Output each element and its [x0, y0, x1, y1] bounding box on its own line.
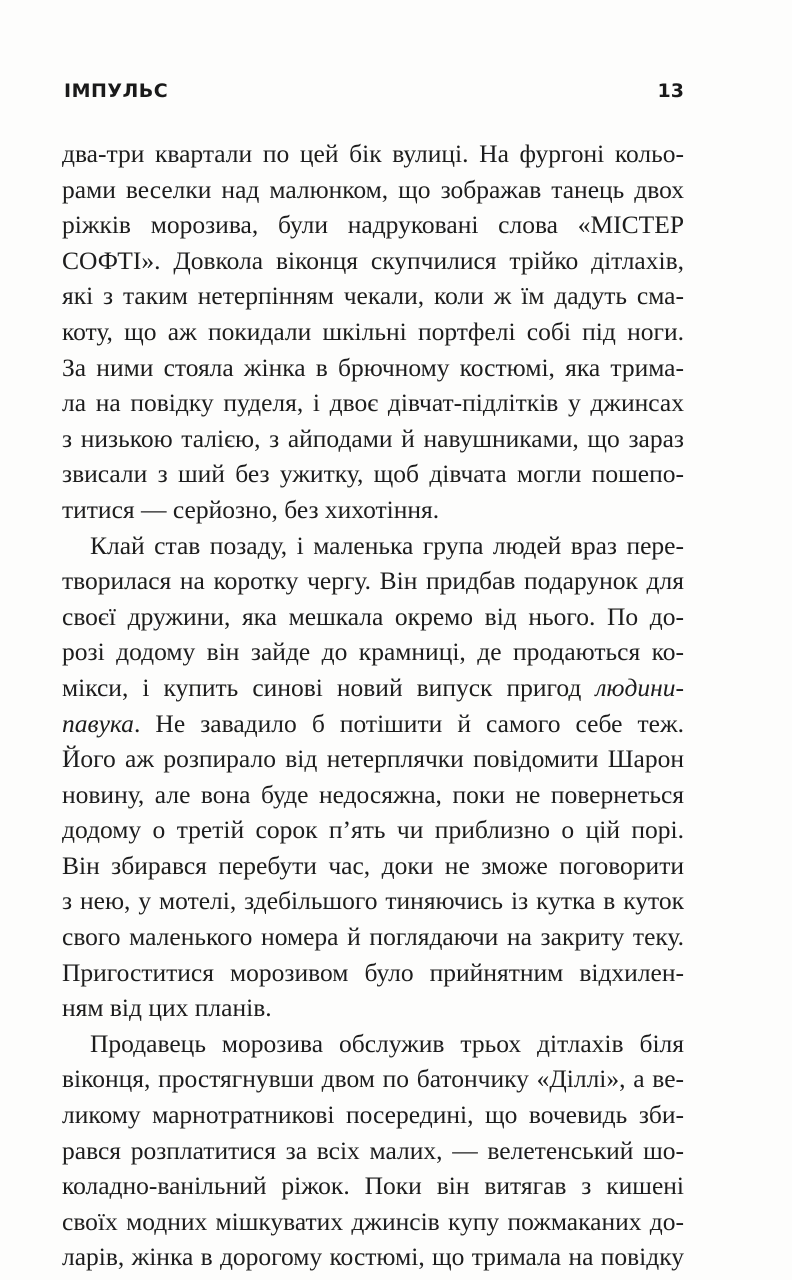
text-line: з нею, у мотелі, здебільшого тиняючись із кутка в куток — [62, 886, 684, 916]
italic-fragment: людини- — [595, 672, 684, 702]
text-line: додому о третій сорок п’ять чи приблизно о цій порі. — [62, 815, 684, 845]
text-line: творилася на коротку чергу. Він придбав подарунок для — [62, 566, 684, 596]
body-text — [62, 136, 684, 1275]
paragraph-2 — [62, 528, 684, 1026]
text-line: Він збирався перебути час, доки не зможе поговорити — [62, 850, 684, 880]
text-line: СОФТІ». Довкола віконця скупчилися трійко дітлахів, — [62, 245, 684, 275]
text-line: звисали з ший без ужитку, щоб дівчата могли пошепо- — [62, 459, 684, 489]
text-line: коладно-ванільний ріжок. Поки він витягав з кишені — [62, 1171, 684, 1201]
text-fragment: мікси, і купить синові новий випуск пригод — [62, 672, 596, 702]
text-line: Продавець морозива обслужив трьох дітлахів біля — [90, 1028, 684, 1058]
text-line: своїх модних мішкуватих джинсів купу пожмаканих до- — [62, 1206, 684, 1236]
text-line: своєї дружини, яка мешкала окремо від нього. По до- — [62, 601, 684, 631]
page-number: 13 — [657, 80, 684, 102]
text-line: титися — серйозно, без хихотіння. — [62, 494, 440, 524]
paragraph-1 — [62, 136, 684, 528]
text-line: рами веселки над малюнком, що зображав танець двох — [62, 174, 684, 204]
running-title: ІМПУЛЬС — [64, 80, 169, 102]
text-line: які з таким нетерпінням чекали, коли ж їм дадуть сма- — [62, 281, 684, 311]
text-line: Клай став позаду, і маленька група людей враз пере- — [90, 530, 684, 560]
text-line: ликому марнотратникові посередині, що вочевидь зби- — [62, 1100, 684, 1130]
text-line: За ними стояла жінка в брючному костюмі, яка трима- — [62, 352, 684, 382]
text-line: ларів, жінка в дорогому костюмі, що тримала на повідку — [62, 1242, 684, 1272]
text-line-with-italic — [62, 670, 684, 706]
text-line: Його аж розпирало від нетерплячки повідомити Шарон — [62, 744, 684, 774]
paragraph-3 — [62, 1026, 684, 1275]
text-line: два-три квартали по цей бік вулиці. На фургоні кольо- — [62, 139, 684, 168]
text-line: розі додому він зайде до крамниці, де продаються ко- — [62, 637, 684, 667]
text-line: ріжків морозива, були надруковані слова «МІСТЕР — [62, 210, 684, 240]
text-line: з низькою талією, з айподами й навушниками, що зараз — [62, 423, 684, 453]
text-fragment: . Не завадило б потішити й самого себе теж. — [133, 708, 684, 738]
text-line-with-italic — [62, 706, 684, 742]
text-line: свого маленького номера й поглядаючи на закриту теку. — [62, 922, 684, 952]
text-line: коту, що аж покидали шкільні портфелі собі під ноги. — [62, 316, 684, 346]
italic-fragment: павука — [62, 708, 134, 738]
text-line: новину, але вона буде недосяжна, поки не повернеться — [62, 779, 684, 809]
text-line: рався розплатитися за всіх малих, — велетенський шо- — [62, 1135, 684, 1165]
text-line: Пригоститися морозивом було прийнятним відхилен- — [62, 957, 684, 987]
text-line: віконця, простягнувши двом по батончику «Діллі», а ве- — [62, 1064, 684, 1094]
text-line: ням від цих планів. — [62, 993, 272, 1023]
text-line: ла на повідку пуделя, і двоє дівчат-підлітків у джинсах — [62, 388, 684, 418]
